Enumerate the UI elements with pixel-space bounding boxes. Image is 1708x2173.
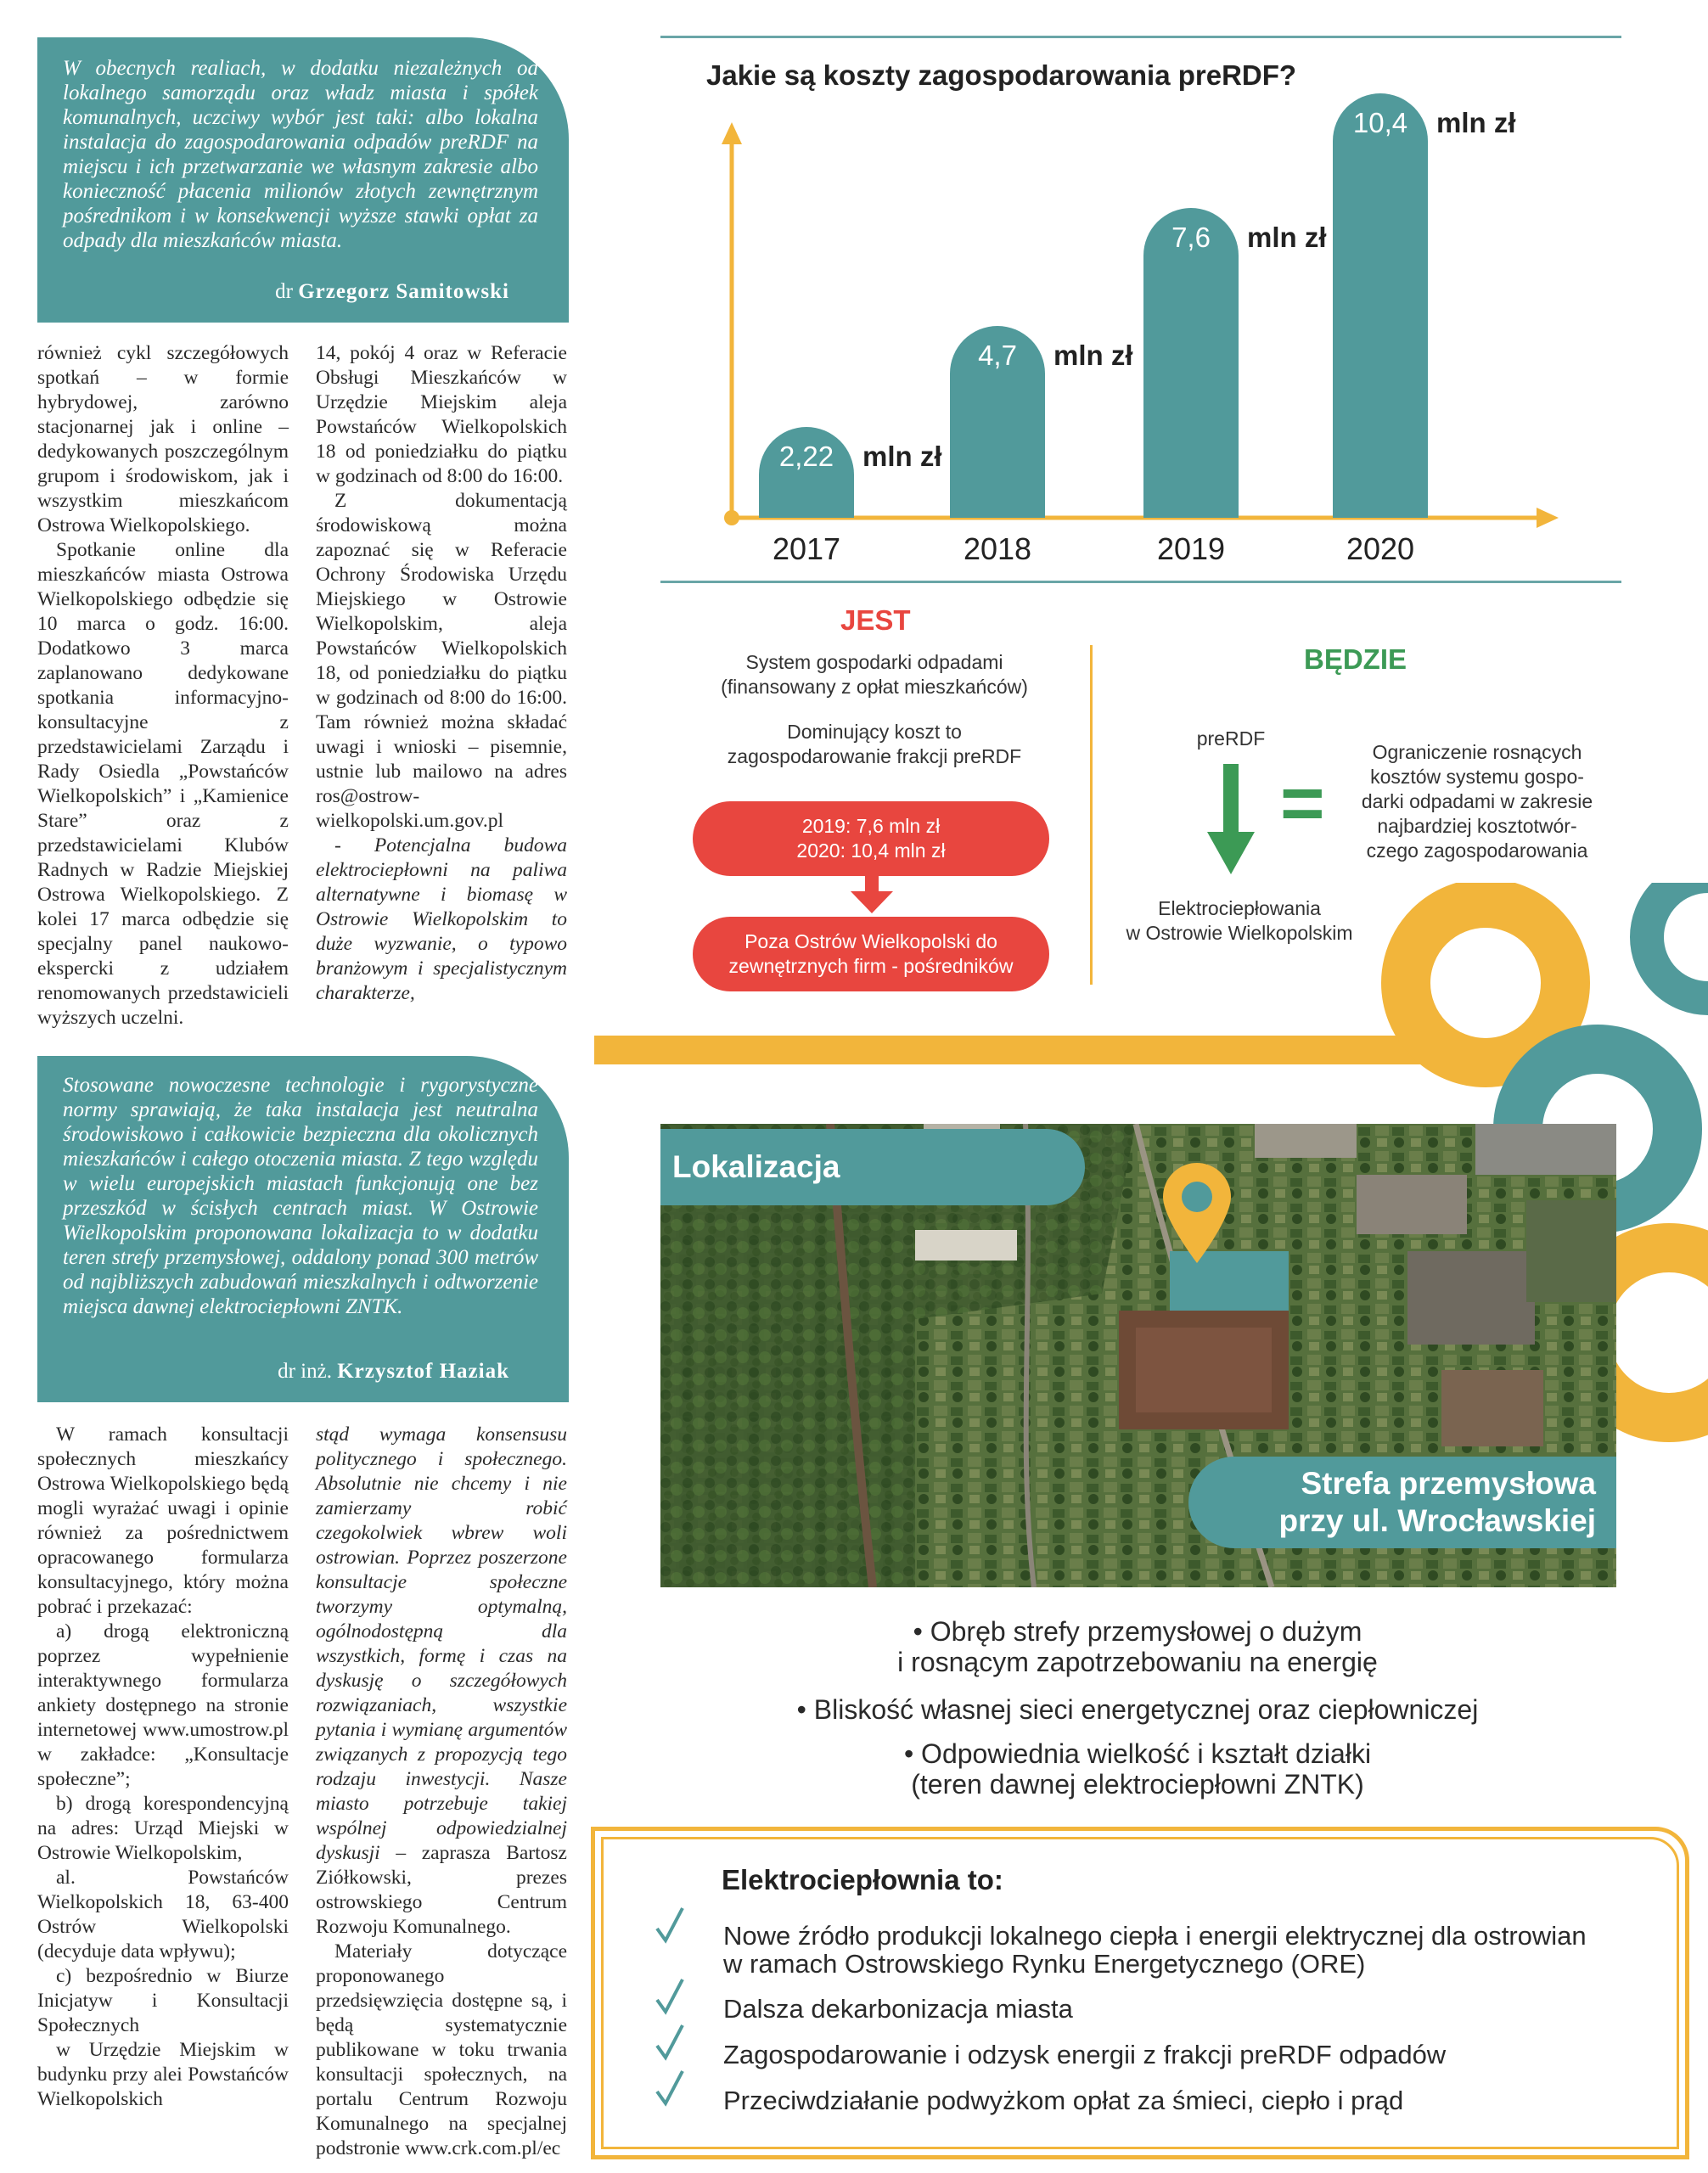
bedzie-result-line: czego zagospodarowania <box>1366 839 1588 862</box>
bar-value-label: 4,7 <box>978 340 1017 371</box>
zone-label <box>1188 1457 1616 1548</box>
quote-inline: - Potencjalna budowa elektrociepłowni na paliwa alternatywne i biomasę w Ostrowie Wielkopolskim to duże wyzwanie, o typowo branżowym i specjalistycznym charakterze, <box>316 834 567 1004</box>
divider-middle <box>660 581 1621 583</box>
article-column-3 <box>37 1423 289 2112</box>
location-pin-icon <box>1163 1163 1231 1263</box>
jest-line: Dominujący koszt to <box>787 721 962 743</box>
paragraph: c) bezpośrednio w Biurze Inicjatyw i Konsultacji Społecznych <box>37 1965 289 2036</box>
benefit-line: Nowe źródło produkcji lokalnego ciepła i energii elektrycznej dla ostrowian <box>723 1921 1587 1951</box>
chart-title: Jakie są koszty zagospodarowania preRDF? <box>706 59 1297 91</box>
zone-label-line: przy ul. Wrocławskiej <box>1278 1503 1596 1538</box>
quote-author-title: dr <box>275 280 293 303</box>
paragraph: 14, pokój 4 oraz w Referacie Obsługi Mieszkańców w Urzędzie Miejskim aleja Powstańców Wielkopolskich 18 od poniedziałku do piątku w godzinach od 8:00 do 16:00. <box>316 342 567 487</box>
x-tick-label: 2019 <box>1156 531 1226 566</box>
bar-value-label: 10,4 <box>1352 107 1408 138</box>
location-title: Lokalizacja <box>660 1129 1085 1205</box>
bedzie-target-line: w Ostrowie Wielkopolskim <box>1126 922 1353 944</box>
paragraph: al. Powstańców Wielkopolskich 18, 63-400 Ostrów Wielkopolski (decyduje data wpływu); <box>37 1867 289 1962</box>
bedzie-result-line: Ograniczenie rosnących <box>1372 741 1582 763</box>
jest-line: (finansowany z opłat mieszkańców) <box>721 676 1028 698</box>
bedzie-heading: BĘDZIE <box>1304 643 1407 675</box>
bar-unit-label: mln zł <box>1247 222 1327 253</box>
quote-author-name: Grzegorz Samitowski <box>298 280 509 303</box>
x-tick-label: 2017 <box>772 531 841 566</box>
paragraph <box>316 834 567 1006</box>
paragraph: w Urzędzie Miejskim w budynku przy alei Powstańców Wielkopolskich <box>37 2039 289 2110</box>
bar-value-label: 2,22 <box>778 441 834 472</box>
jest-line: zagospodarowanie frakcji preRDF <box>727 745 1022 767</box>
bedzie-result-line: darki odpadami w zakresie <box>1361 790 1593 812</box>
paragraph: b) drogą korespondencyjną na adres: Urząd Miejski w Ostrowie Wielkopolskim, <box>37 1793 289 1864</box>
outsourcing-pill-line: zewnętrznych firm - pośredników <box>728 955 1014 977</box>
benefit-item-2: Dalsza dekarbonizacja miasta <box>723 1994 1073 2024</box>
benefit-item-1 <box>723 1922 1674 1978</box>
paragraph <box>316 1423 567 1940</box>
bullet-line: • Odpowiednia wielkość i kształt działki <box>903 1738 1372 1769</box>
bullet-line: • Obręb strefy przemysłowej o dużym <box>913 1616 1362 1647</box>
quote-author-name: Krzysztof Haziak <box>337 1360 509 1383</box>
bar-unit-label: mln zł <box>1436 107 1516 138</box>
paragraph: Materiały dotyczące proponowanego przedsięwzięcia dostępne są, i będą systematycznie publikowane w toku trwania konsultacji społecznych, na portalu Centrum Rozwoju Komunalnego na specjalnej podstronie www.crk.com.pl/ec <box>316 1940 567 2159</box>
article-column-4 <box>316 1423 567 2161</box>
bar-2019 <box>1143 208 1239 518</box>
x-tick-label: 2020 <box>1346 531 1415 566</box>
article-column-1 <box>37 341 289 1030</box>
equals-sign: = <box>1280 761 1325 846</box>
paragraph: Z dokumentacją środowiskową można zapoznać się w Referacie Ochrony Środowiska Urzędu Miejskiego w Ostrowie Wielkopolskim, aleja Powstańców Wielkopolskich 18, od poniedziałku do piątku w godzinach od 8:00 do 16:00. Tam również można składać uwagi i wnioski – pisemnie, ustnie lub mailowo na adres ros@ostrow-wielkopolski.um.gov.pl <box>316 490 567 832</box>
quote-author <box>278 1360 509 1384</box>
benefits-title: Elektrociepłownia to: <box>722 1864 1003 1895</box>
jest-heading: JEST <box>840 604 911 636</box>
location-bullet-1 <box>764 1616 1511 1677</box>
paragraph: a) drogą elektroniczną poprzez wypełnienie interaktywnego formularza ankiety dostępnego na stronie internetowej www.umostrow.pl w zakładce: „Konsultacje społeczne”; <box>37 1620 289 1790</box>
bedzie-result-line: najbardziej kosztotwór- <box>1377 815 1577 837</box>
check-icon <box>655 2024 684 2061</box>
bar-value-label: 7,6 <box>1171 222 1211 253</box>
check-icon <box>655 2069 684 2107</box>
quote-attribution: – zaprasza Bartosz Ziółkowski, prezes ostrowskiego Centrum Rozwoju Komunalnego. <box>316 1842 567 1938</box>
outsourcing-pill-line: Poza Ostrów Wielkopolski do <box>744 930 997 952</box>
benefit-line: w ramach Ostrowskiego Rynku Energetycznego (ORE) <box>723 1949 1366 1979</box>
benefit-item-3: Zagospodarowanie i odzysk energii z frakcji preRDF odpadów <box>723 2040 1447 2069</box>
cost-pill-line: 2019: 7,6 mln zł <box>801 815 941 837</box>
bullet-line: i rosnącym zapotrzebowaniu na energię <box>897 1647 1378 1677</box>
quote-text: W obecnych realiach, w dodatku niezależnych od lokalnego samorządu oraz władz miasta i spółek komunalnych, uczciwy wybór jest taki: albo lokalna instalacja do zagospodarowania odpadów preRDF na miejscu i ich przetwarzanie we własnym zakresie albo konieczność płacenia milionów złotych zewnętrznym pośrednikom i w konsekwencji wyższe stawki opłat za odpady dla mieszkańców miasta. <box>63 57 538 252</box>
check-icon <box>655 1906 684 1944</box>
prerdf-label: preRDF <box>1196 727 1266 750</box>
bar-unit-label: mln zł <box>862 441 942 472</box>
bedzie-result <box>1350 740 1604 863</box>
bar-unit-label: mln zł <box>1053 340 1133 371</box>
jest-description <box>696 650 1053 769</box>
benefit-item-4: Przeciwdziałanie podwyżkom opłat za śmieci, ciepło i prąd <box>723 2086 1404 2115</box>
down-arrow-green-icon <box>1207 764 1255 874</box>
zone-label-line: Strefa przemysłowa <box>1301 1466 1596 1501</box>
quote-box-samitowski <box>37 37 569 323</box>
cost-pill <box>693 801 1049 876</box>
paragraph: Spotkanie online dla mieszkańców miasta Ostrowa Wielkopolskiego odbędzie się 10 marca o godz. 16:00. Dodatkowo 3 marca zaplanowano dedykowane spotkania informacyjno-konsultacyjne z przedstawicielami Zarządu i Rady Osiedla „Powstańców Wielkopolskich” i „Kamienice Stare” oraz z przedstawicielami Klubów Radnych w Radzie Miejskiej Ostrowa Wielkopolskiego. Z kolei 17 marca odbędzie się specjalny panel naukowo-ekspercki z udziałem renomowanych przedstawicieli wyższych uczelni. <box>37 539 289 1029</box>
bedzie-result-line: kosztów systemu gospo- <box>1370 766 1584 788</box>
quote-author <box>275 280 509 304</box>
quote-author-title: dr inż. <box>278 1360 332 1383</box>
paragraph: również cykl szczegółowych spotkań – w formie hybrydowej, zarówno stacjonarnej jak i online – dedykowanych poszczególnym grupom i środowiskom, jak i wszystkim mieszkańcom Ostrowa Wielkopolskiego. <box>37 342 289 536</box>
check-icon <box>655 1978 684 2015</box>
x-tick-label: 2018 <box>963 531 1032 566</box>
jest-line: System gospodarki odpadami <box>745 651 1003 673</box>
quote-box-haziak <box>37 1056 569 1402</box>
quote-inline: stąd wymaga konsensusu politycznego i społecznego. Absolutnie nie chcemy i nie zamierzamy robić czegokolwiek wbrew woli ostrowian. Poprzez poszerzone konsultacje społeczne tworzymy optymalną, ogólnodostępną dla wszystkich, formę i czas na dyskusję o szczegółowych rozwiązaniach, wszystkie pytania i wymianę argumentów związanych z propozycją tego rodzaju inwestycji. Nasze miasto potrzebuje takiej wspólnej odpowiedzialnej dyskusji <box>316 1423 567 1864</box>
bedzie-target-line: Elektrociepłowania <box>1158 897 1321 919</box>
quote-text: Stosowane nowoczesne technologie i rygorystyczne normy sprawiają, że taka instalacja jest neutralna środowiskowo i całkowicie bezpieczna dla okolicznych mieszkańców i całego otoczenia miasta. Z tego względu w wielu europejskich miastach funkcjonują one bez przeszkód w ścisłych centrach miast. W Ostrowie Wielkopolskim proponowana lokalizacja to w dodatku teren strefy przemysłowej, oddalony ponad 300 metrów od najbliższych zabudowań mieszkalnych i odtworzenie miejsca dawnej elektrociepłowni ZNTK. <box>63 1074 538 1318</box>
article-column-2 <box>316 341 567 1006</box>
cost-pill-line: 2020: 10,4 mln zł <box>796 839 946 862</box>
bullet-line: • Bliskość własnej sieci energetycznej oraz ciepłowniczej <box>796 1694 1479 1725</box>
divider-top <box>660 36 1621 38</box>
bar-2020 <box>1333 93 1428 518</box>
bullet-line: (teren dawnej elektrociepłowni ZNTK) <box>911 1769 1364 1800</box>
location-bullet-3 <box>764 1738 1511 1800</box>
paragraph: W ramach konsultacji społecznych mieszkańcy Ostrowa Wielkopolskiego będą mogli wyrażać uwagi i opinie również za pośrednictwem opracowanego formularza konsultacyjnego, który można pobrać i przekazać: <box>37 1423 289 1618</box>
location-bullet-2 <box>730 1694 1545 1725</box>
